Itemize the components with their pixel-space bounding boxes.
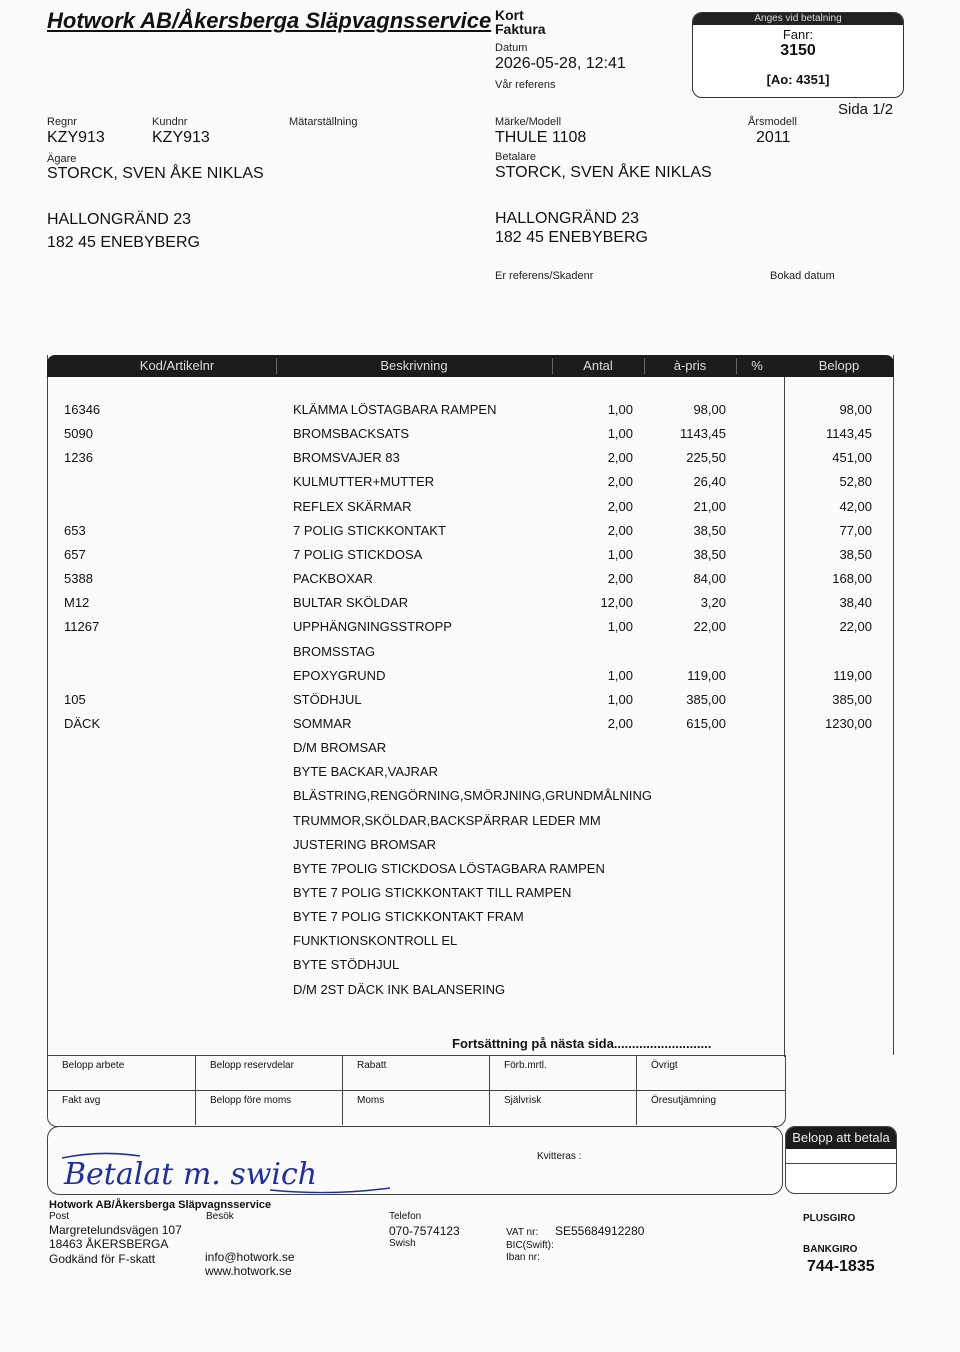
row-code: 11267 (64, 619, 100, 635)
row-code: DÄCK (64, 715, 101, 731)
row-unit-price: 38,50 (693, 522, 726, 538)
fakt-avg-label: Fakt avg (48, 1091, 196, 1125)
row-description: D/M BROMSAR (293, 740, 387, 756)
row-unit-price: 1143,45 (679, 426, 726, 442)
footer-bankgiro-label: BANKGIRO (803, 1244, 858, 1255)
marke-label: Märke/Modell (495, 116, 562, 128)
row-quantity: 12,00 (600, 595, 633, 611)
col-qty-header: Antal (583, 358, 613, 373)
fanr-header: Anges vid betalning (693, 13, 903, 25)
table-row (0, 788, 960, 812)
footer-web[interactable]: www.hotwork.se (205, 1264, 292, 1278)
table-row (0, 499, 960, 523)
row-quantity: 2,00 (607, 715, 633, 731)
signature-text: Betalat m. swich (64, 1157, 318, 1192)
table-row (0, 402, 960, 426)
sjalvrisk-label: Självrisk (490, 1091, 637, 1125)
row-unit-price: 119,00 (687, 667, 726, 683)
row-description: BYTE 7 POLIG STICKKONTAKT FRAM (293, 909, 524, 925)
row-unit-price: 21,00 (693, 498, 726, 514)
footer-bankgiro: 744-1835 (807, 1258, 875, 1275)
owner-address-line2: 182 45 ENEBYBERG (47, 234, 200, 251)
moms-label: Moms (343, 1091, 490, 1125)
row-description: KULMUTTER+MUTTER (293, 474, 435, 490)
row-code: 1236 (64, 450, 93, 466)
row-unit-price: 385,00 (686, 691, 726, 707)
bokad-datum-label: Bokad datum (770, 270, 835, 282)
row-code: 16346 (64, 402, 101, 417)
row-quantity: 1,00 (607, 619, 633, 635)
row-description: BYTE 7 POLIG STICKKONTAKT TILL RAMPEN (293, 885, 572, 900)
footer-company: Hotwork AB/Åkersberga Släpvagnsservice (49, 1199, 272, 1211)
row-code: 5388 (64, 571, 93, 587)
row-quantity: 1,00 (607, 667, 633, 683)
row-description: PACKBOXAR (293, 571, 373, 587)
doc-type-line1: Kort (495, 7, 524, 23)
footer-vat-label: VAT nr: (506, 1227, 539, 1238)
table-row (0, 619, 960, 643)
row-description: JUSTERING BROMSAR (293, 836, 437, 852)
datum-label: Datum (495, 42, 528, 54)
fanr-box (692, 12, 904, 98)
row-description: STÖDHJUL (293, 691, 362, 707)
row-amount: 1230,00 (825, 715, 872, 731)
handwritten-signature (60, 1144, 390, 1200)
betalare-value: STORCK, SVEN ÅKE NIKLAS (495, 164, 712, 181)
row-description: BULTAR SKÖLDAR (293, 595, 409, 611)
col-desc-header: Beskrivning (380, 358, 448, 373)
kundnr-value: KZY913 (152, 129, 210, 146)
col-price-header: à-pris (673, 358, 707, 373)
er-referens-label: Er referens/Skadenr (495, 270, 594, 282)
row-quantity: 2,00 (607, 450, 633, 466)
table-row (0, 982, 960, 1006)
row-unit-price: 225,50 (686, 450, 726, 466)
table-row (0, 885, 960, 909)
footer-street: Margretelundsvägen 107 (49, 1223, 182, 1237)
table-row (0, 668, 960, 692)
row-description: TRUMMOR,SKÖLDAR,BACKSPÄRRAR LEDER MM (293, 812, 601, 828)
row-quantity: 2,00 (607, 571, 633, 587)
belopp-reservdelar-label: Belopp reservdelar (196, 1056, 343, 1090)
row-amount: 77,00 (839, 522, 872, 538)
table-row (0, 837, 960, 861)
row-description: REFLEX SKÄRMAR (293, 498, 412, 514)
footer-fskatt: Godkänd för F-skatt (49, 1252, 156, 1266)
continuation-note: Fortsättning på nästa sida........................... (452, 1036, 712, 1051)
oresutjamning-label: Öresutjämning (651, 1095, 717, 1106)
footer-vat: SE55684912280 (555, 1224, 645, 1238)
footer-bic-label: BIC(Swift): (506, 1240, 554, 1251)
kundnr-label: Kundnr (152, 116, 188, 128)
row-description: BYTE BACKAR,VAJRAR (293, 764, 438, 780)
row-amount: 1143,45 (825, 426, 872, 442)
table-row (0, 716, 960, 740)
belopp-att-betala-label: Belopp att betala (786, 1127, 896, 1149)
kvitteras-area (492, 1126, 783, 1195)
row-description: EPOXYGRUND (293, 667, 386, 683)
row-amount: 98,00 (839, 402, 872, 417)
row-description: BROMSVAJER 83 (293, 450, 400, 466)
document-type (495, 8, 546, 36)
footer-besok-label: Besök (206, 1211, 234, 1222)
table-row (0, 740, 960, 764)
table-header (47, 355, 894, 377)
row-unit-price: 22,00 (693, 619, 726, 635)
payer-address-line1: HALLONGRÄND 23 (495, 210, 640, 227)
table-row (0, 813, 960, 837)
arsmodell-label: Årsmodell (748, 116, 797, 128)
table-row (0, 933, 960, 957)
row-description: SOMMAR (293, 715, 352, 731)
forb-mrtl-label: Förb.mrtl. (490, 1056, 637, 1090)
page-number: Sida 1/2 (838, 101, 894, 118)
regnr-label: Regnr (47, 116, 77, 128)
row-quantity: 1,00 (607, 546, 633, 562)
matarstallning-label: Mätarställning (289, 116, 358, 128)
agare-value: STORCK, SVEN ÅKE NIKLAS (47, 165, 264, 182)
summary-grid (47, 1055, 786, 1127)
kvitteras-label: Kvitteras : (537, 1151, 582, 1162)
betalare-label: Betalare (495, 151, 536, 163)
footer-email[interactable]: info@hotwork.se (205, 1250, 295, 1264)
footer-plusgiro-label: PLUSGIRO (803, 1213, 856, 1224)
footer-post-label: Post (49, 1211, 70, 1222)
row-description: 7 POLIG STICKDOSA (293, 546, 423, 562)
table-row (0, 571, 960, 595)
belopp-fore-moms-label: Belopp före moms (196, 1091, 343, 1125)
ao-number: [Ao: 4351] (766, 72, 830, 87)
row-unit-price: 3,20 (700, 595, 726, 611)
company-title: Hotwork AB/Åkersberga Släpvagnsservice (47, 8, 492, 33)
table-row (0, 644, 960, 668)
row-amount: 38,50 (839, 546, 872, 562)
row-code: M12 (64, 595, 90, 611)
row-unit-price: 98,00 (693, 402, 726, 417)
payer-address-line2: 182 45 ENEBYBERG (495, 229, 648, 246)
ovrigt-label: Övrigt (651, 1060, 678, 1071)
row-quantity: 1,00 (607, 426, 633, 442)
table-row (0, 692, 960, 716)
footer-iban-label: Iban nr: (506, 1252, 540, 1263)
table-row (0, 861, 960, 885)
belopp-arbete-label: Belopp arbete (48, 1056, 196, 1090)
table-row (0, 426, 960, 450)
table-row (0, 523, 960, 547)
row-amount: 42,00 (839, 498, 872, 514)
agare-label: Ägare (47, 153, 77, 165)
table-row (0, 547, 960, 571)
row-quantity: 2,00 (607, 474, 633, 490)
table-row (0, 764, 960, 788)
footer-swish-label: Swish (389, 1238, 416, 1249)
fanr-label: Fanr: (782, 27, 814, 42)
rabatt-label: Rabatt (343, 1056, 490, 1090)
row-description: BYTE 7POLIG STICKDOSA LÖSTAGBARA RAMPEN (293, 860, 605, 876)
footer-city: 18463 ÅKERSBERGA (49, 1237, 169, 1251)
row-quantity: 1,00 (607, 402, 633, 417)
row-description: D/M 2ST DÄCK INK BALANSERING (293, 981, 506, 997)
footer-telefon: 070-7574123 (389, 1224, 460, 1238)
var-referens-label: Vår referens (495, 79, 556, 91)
row-description: BLÄSTRING,RENGÖRNING,SMÖRJNING,GRUNDMÅLNING (293, 788, 652, 804)
row-unit-price: 38,50 (693, 546, 726, 562)
table-row (0, 474, 960, 498)
marke-value: THULE 1108 (495, 129, 587, 146)
row-amount: 451,00 (832, 450, 872, 466)
row-unit-price: 26,40 (693, 474, 726, 490)
fanr-number: 3150 (780, 42, 816, 59)
table-row (0, 450, 960, 474)
row-description: BYTE STÖDHJUL (293, 957, 400, 973)
row-description: KLÄMMA LÖSTAGBARA RAMPEN (293, 402, 497, 417)
row-code: 653 (64, 522, 86, 538)
regnr-value: KZY913 (47, 129, 105, 146)
row-amount: 385,00 (832, 691, 872, 707)
col-pct-header: % (751, 358, 763, 373)
col-code-header: Kod/Artikelnr (139, 358, 215, 373)
row-quantity: 2,00 (607, 522, 633, 538)
row-amount: 52,80 (839, 474, 872, 490)
owner-address-line1: HALLONGRÄND 23 (47, 211, 192, 228)
row-description: FUNKTIONSKONTROLL EL (293, 933, 458, 949)
row-code: 5090 (64, 426, 93, 442)
row-quantity: 2,00 (607, 498, 633, 514)
row-unit-price: 84,00 (693, 571, 726, 587)
row-description: BROMSBACKSATS (293, 426, 410, 442)
row-amount: 38,40 (839, 595, 872, 611)
belopp-att-betala-box (785, 1126, 897, 1194)
row-description: UPPHÄNGNINGSSTROPP (293, 619, 452, 635)
table-row (0, 957, 960, 981)
row-amount: 168,00 (832, 571, 872, 587)
row-description: 7 POLIG STICKKONTAKT (293, 522, 446, 538)
table-row (0, 909, 960, 933)
row-description: BROMSSTAG (293, 643, 376, 659)
row-quantity: 1,00 (607, 691, 633, 707)
row-unit-price: 615,00 (686, 715, 726, 731)
row-amount: 22,00 (839, 619, 872, 635)
table-row (0, 595, 960, 619)
datum-value: 2026-05-28, 12:41 (495, 55, 626, 72)
row-code: 657 (64, 546, 86, 562)
col-amount-header: Belopp (818, 358, 860, 373)
row-code: 105 (64, 691, 86, 707)
doc-type-line2: Faktura (495, 21, 546, 37)
row-amount: 119,00 (833, 667, 872, 683)
footer-telefon-label: Telefon (389, 1211, 422, 1222)
arsmodell-value: 2011 (756, 129, 791, 146)
